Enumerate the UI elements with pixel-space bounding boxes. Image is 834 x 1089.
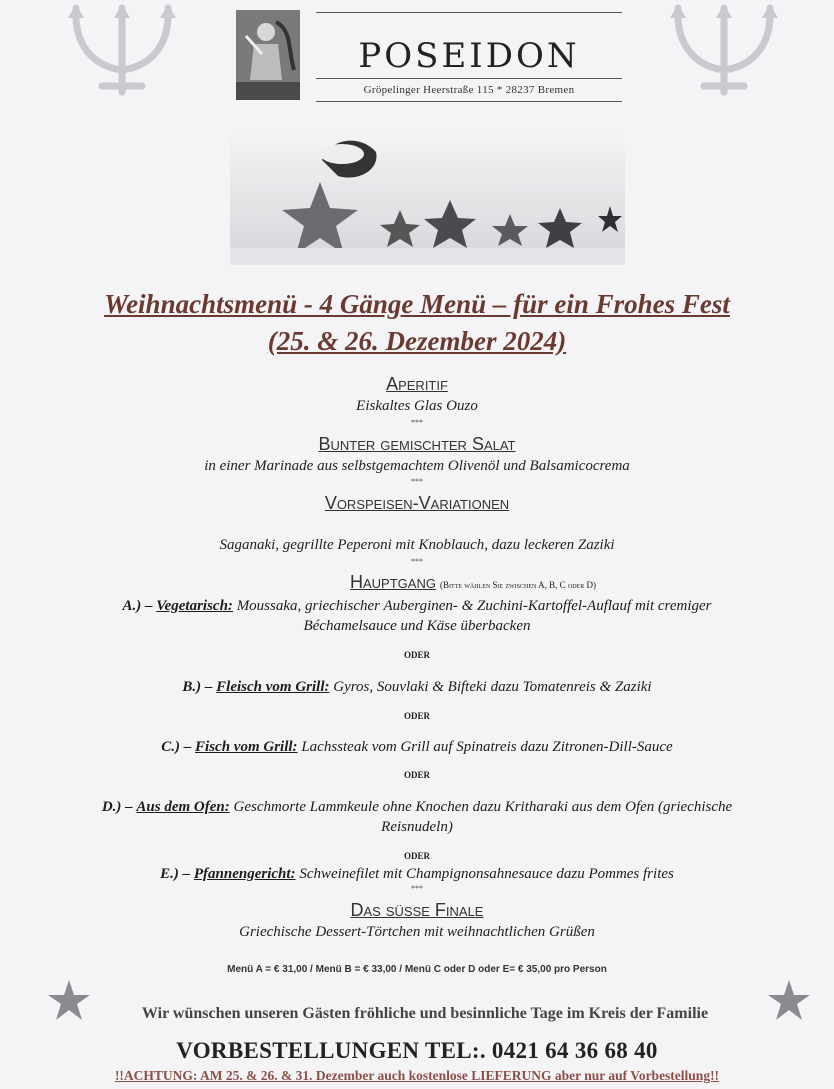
option-text: Schweinefilet mit Champignonsahnesauce dazu Pommes frites	[299, 866, 674, 882]
dessert-heading: Das süsse Finale	[350, 900, 484, 920]
brand-name: POSEIDON	[358, 36, 580, 76]
separator: ***	[411, 418, 423, 427]
header-rule	[316, 78, 622, 79]
separator: ***	[411, 477, 423, 486]
preorder-phone: VORBESTELLUNGEN TEL:. 0421 64 36 68 40	[176, 1038, 658, 1063]
price-list: Menü A = € 31,00 / Menü B = € 33,00 / Menü C oder D oder E= € 35,00 pro Person	[227, 964, 607, 975]
option-label: C.) –	[161, 739, 192, 755]
salad-heading: Bunter gemischter Salat	[318, 434, 516, 454]
separator: ***	[411, 557, 423, 566]
main-course-hint: (Bitte wählen Sie zwischen A, B, C oder D)	[439, 580, 596, 590]
option-label: E.) –	[160, 866, 191, 882]
option-name: Fisch vom Grill:	[195, 739, 298, 755]
option-name: Pfannengericht:	[193, 866, 296, 882]
star-icon-right	[768, 980, 810, 1020]
menu-title-line2: (25. & 26. Dezember 2024)	[267, 326, 567, 356]
option-label: A.) –	[122, 598, 153, 614]
option-label: D.) –	[101, 799, 133, 815]
header-rule-top	[316, 12, 622, 13]
menu-title-line1: Weihnachtsmenü - 4 Gänge Menü – für ein Frohes Fest	[104, 289, 730, 319]
christmas-stars-image	[230, 130, 625, 265]
or-label: ODER	[403, 851, 430, 861]
separator: ***	[411, 884, 423, 893]
main-course-heading: Hauptgang	[350, 572, 436, 592]
poseidon-logo-image	[236, 10, 300, 100]
option-a-line2: Béchamelsauce und Käse überbacken	[303, 618, 531, 634]
option-name: Vegetarisch:	[156, 598, 233, 614]
option-d-line2: Reisnudeln)	[381, 819, 453, 835]
or-label: ODER	[403, 770, 430, 780]
brand-address: Gröpelinger Heerstraße 115 * 28237 Bremen	[363, 84, 575, 96]
option-label: B.) –	[182, 679, 213, 695]
salad-desc: in einer Marinade aus selbstgemachtem Olivenöl und Balsamicocrema	[204, 458, 630, 474]
main-course-heading-row	[350, 572, 596, 593]
option-text: Geschmorte Lammkeule ohne Knochen dazu Kritharaki aus dem Ofen (griechische	[233, 799, 733, 815]
or-label: ODER	[403, 711, 430, 721]
option-e	[0, 864, 834, 884]
aperitif-desc: Eiskaltes Glas Ouzo	[356, 398, 478, 414]
dessert-desc: Griechische Dessert-Törtchen mit weihnachtlichen Grüßen	[239, 924, 595, 940]
star-icon-left	[48, 980, 90, 1020]
starters-heading: Vorspeisen-Variationen	[324, 493, 510, 513]
trident-icon-left	[62, 4, 182, 96]
option-name: Fleisch vom Grill:	[216, 679, 330, 695]
aperitif-heading: Aperitif	[386, 374, 448, 394]
delivery-notice: !!ACHTUNG: AM 25. & 26. & 31. Dezember auch kostenlose LIEFERUNG aber nur auf Vorbestellung!!	[114, 1068, 720, 1083]
header-rule-bottom	[316, 101, 622, 102]
trident-icon-right	[664, 4, 784, 96]
option-b	[0, 677, 834, 697]
option-c	[0, 737, 834, 757]
option-text: Moussaka, griechischer Auberginen- & Zuchini-Kartoffel-Auflauf mit cremiger	[236, 598, 712, 614]
greeting-text: Wir wünschen unseren Gästen fröhliche und besinnliche Tage im Kreis der Familie	[141, 1005, 709, 1022]
option-a	[0, 596, 834, 616]
or-label: ODER	[403, 650, 430, 660]
option-text: Lachssteak vom Grill auf Spinatreis dazu Zitronen-Dill-Sauce	[301, 739, 673, 755]
option-text: Gyros, Souvlaki & Bifteki dazu Tomatenreis & Zaziki	[333, 679, 652, 695]
starters-desc: Saganaki, gegrillte Peperoni mit Knoblauch, dazu leckeren Zaziki	[219, 537, 615, 553]
option-name: Aus dem Ofen:	[136, 799, 230, 815]
option-d	[0, 797, 834, 817]
